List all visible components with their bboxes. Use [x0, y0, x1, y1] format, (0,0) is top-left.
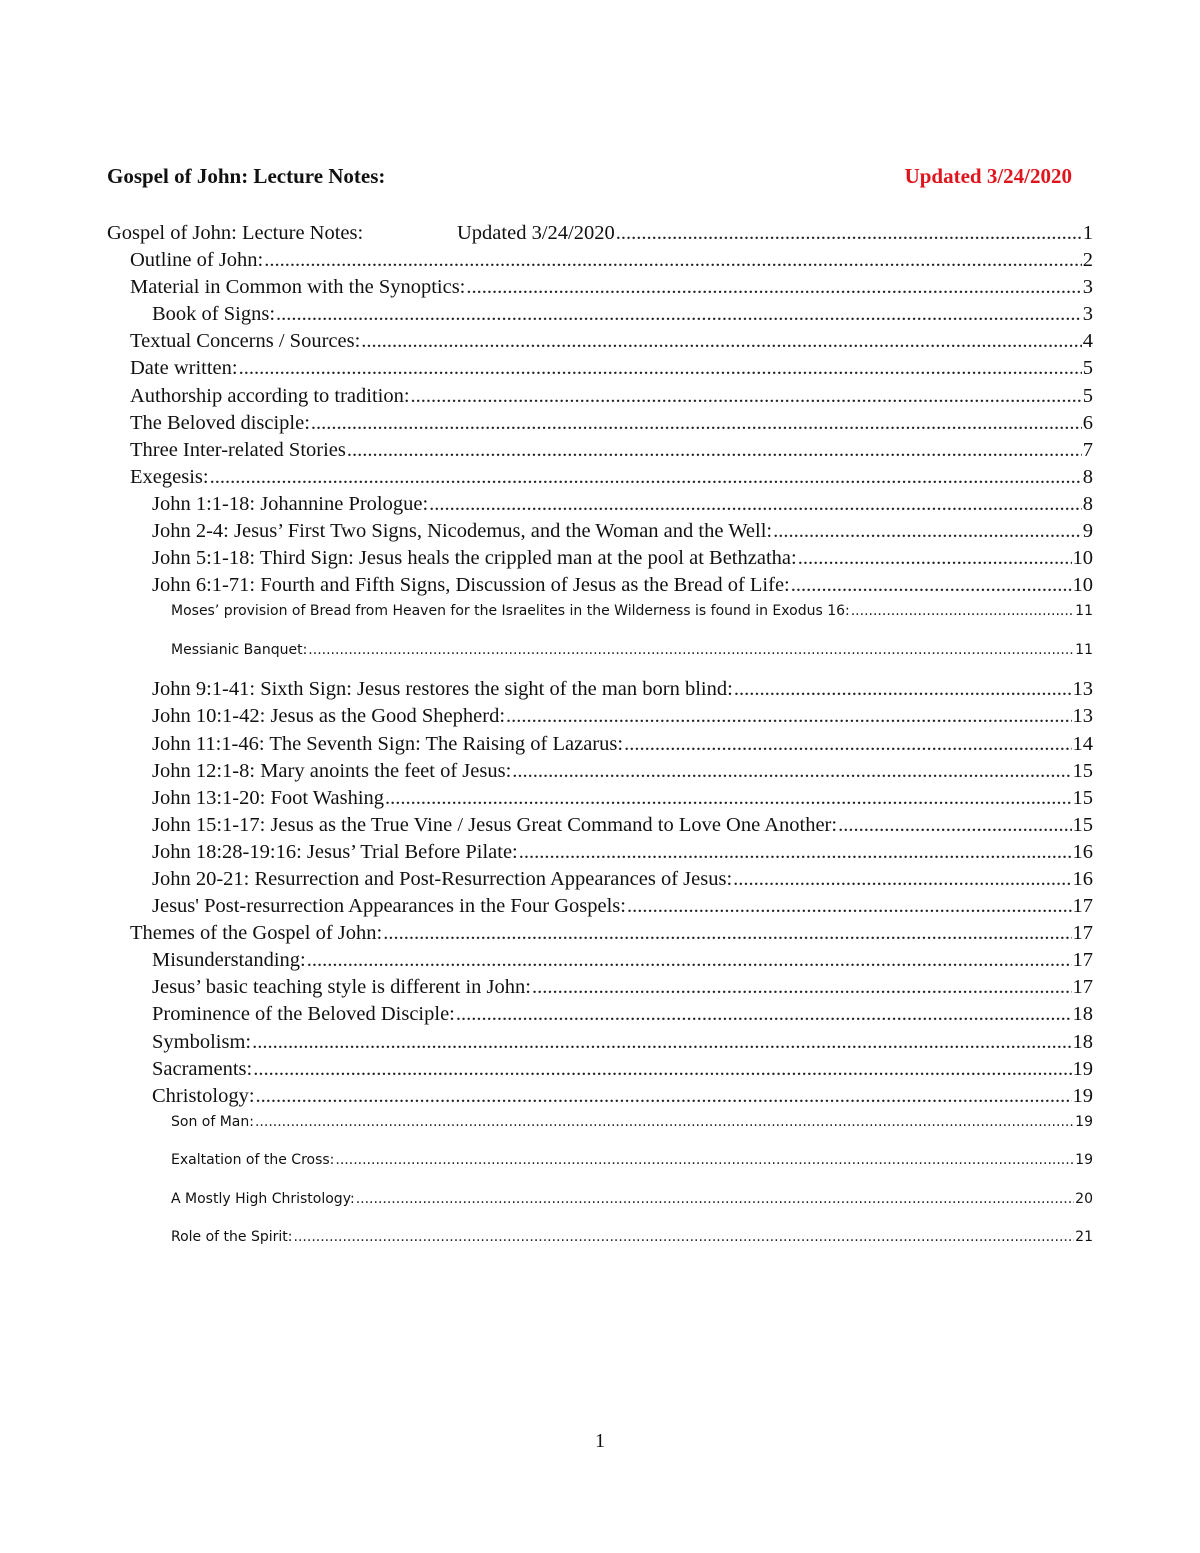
toc-page-number: 17: [1072, 949, 1093, 972]
toc-entry-label: A Mostly High Christology:: [171, 1190, 355, 1207]
toc-leader: [264, 247, 1082, 274]
toc-page-number: 5: [1082, 384, 1093, 407]
toc-entry-son-of-man[interactable]: [107, 1110, 1093, 1149]
toc-leader: [356, 1187, 1074, 1211]
toc-leader: [276, 301, 1082, 328]
toc-page-number: 1: [1082, 222, 1093, 244]
toc-entry-symbolism[interactable]: [107, 1029, 1093, 1056]
toc-page-number: 19: [1075, 1152, 1093, 1169]
toc-leader: [519, 839, 1072, 866]
toc-leader: [429, 491, 1082, 518]
toc-entry-label: John 1:1-18: Johannine Prologue:: [152, 492, 429, 515]
toc-entry-high-christology[interactable]: [107, 1187, 1093, 1226]
toc-entry-label: Date written:: [130, 357, 238, 380]
toc-page-number: 10: [1072, 574, 1093, 597]
toc-page-number: 18: [1072, 1003, 1093, 1026]
document-header: [107, 164, 1072, 198]
toc-entry-john-2-4[interactable]: [107, 518, 1093, 545]
toc-page-number: 3: [1082, 276, 1093, 299]
toc-entry-label: John 12:1-8: Mary anoints the feet of Jesus:: [152, 759, 512, 782]
table-of-contents: [107, 220, 1093, 1264]
toc-entry-book-of-signs[interactable]: [107, 301, 1093, 328]
toc-leader: [335, 1148, 1074, 1172]
toc-entry-misunderstanding[interactable]: [107, 947, 1093, 974]
toc-leader: [627, 893, 1072, 920]
toc-page-number: 3: [1082, 303, 1093, 326]
toc-entry-label: Jesus’ basic teaching style is different in John:: [152, 976, 531, 999]
toc-leader: [210, 464, 1082, 491]
toc-entry-label: Jesus' Post-resurrection Appearances in the Four Gospels:: [152, 895, 626, 918]
toc-leader: [506, 703, 1071, 730]
toc-entry-label: Themes of the Gospel of John:: [130, 922, 383, 945]
toc-leader: [851, 599, 1074, 623]
toc-page-number: 21: [1075, 1229, 1093, 1246]
toc-page-number: 14: [1072, 732, 1093, 755]
toc-entry-title[interactable]: [107, 220, 1093, 247]
toc-entry-label: Book of Signs:: [152, 303, 276, 326]
toc-entry-label: John 15:1-17: Jesus as the True Vine / Jesus Great Command to Love One Another:: [152, 813, 838, 836]
toc-entry-label: Three Inter-related Stories: [130, 438, 346, 461]
toc-leader: [361, 328, 1081, 355]
toc-leader: [532, 974, 1072, 1001]
toc-leader: [308, 638, 1074, 662]
toc-entry-role-of-spirit[interactable]: [107, 1225, 1093, 1264]
toc-entry-textual-concerns[interactable]: [107, 328, 1093, 355]
toc-entry-label: Moses’ provision of Bread from Heaven for the Israelites in the Wilderness is found in Exodus 16:: [171, 603, 850, 620]
toc-entry-beloved-disciple[interactable]: [107, 410, 1093, 437]
toc-leader: [456, 1001, 1072, 1028]
toc-page-number: 15: [1072, 786, 1093, 809]
toc-page-number: 19: [1072, 1057, 1093, 1080]
toc-entry-outline[interactable]: [107, 247, 1093, 274]
toc-entry-john-10[interactable]: [107, 703, 1093, 730]
toc-page-number: 19: [1075, 1113, 1093, 1130]
toc-page-number: 16: [1072, 867, 1093, 890]
toc-page-number: 11: [1075, 641, 1093, 658]
toc-page-number: 15: [1072, 813, 1093, 836]
toc-page-number: 7: [1082, 438, 1093, 461]
toc-page-number: 13: [1072, 678, 1093, 701]
toc-entry-label: Christology:: [152, 1084, 255, 1107]
toc-entry-label: Son of Man:: [171, 1113, 254, 1130]
toc-leader: [773, 518, 1082, 545]
toc-entry-exaltation[interactable]: [107, 1148, 1093, 1187]
toc-leader: [383, 920, 1071, 947]
toc-entry-label: Authorship according to tradition:: [130, 384, 410, 407]
toc-entry-label: Misunderstanding:: [152, 949, 306, 972]
toc-leader: [624, 731, 1071, 758]
toc-page-number: 10: [1072, 547, 1093, 570]
toc-entry-john-11[interactable]: [107, 731, 1093, 758]
toc-page-number: 6: [1082, 411, 1093, 434]
toc-entry-john-12[interactable]: [107, 758, 1093, 785]
toc-page-number: 8: [1082, 465, 1093, 488]
toc-entry-label: John 6:1-71: Fourth and Fifth Signs, Discussion of Jesus as the Bread of Life:: [152, 574, 790, 597]
toc-entry-prominence[interactable]: [107, 1001, 1093, 1028]
toc-entry-label: Prominence of the Beloved Disciple:: [152, 1003, 455, 1026]
toc-page-number: 5: [1082, 357, 1093, 380]
toc-entry-john-20-21[interactable]: [107, 866, 1093, 893]
toc-leader: [294, 1225, 1075, 1249]
toc-entry-teaching-style[interactable]: [107, 974, 1093, 1001]
toc-entry-themes[interactable]: [107, 920, 1093, 947]
toc-entry-label: Role of the Spirit:: [171, 1229, 293, 1246]
toc-entry-label: Sacraments:: [152, 1057, 253, 1080]
toc-entry-john-5[interactable]: [107, 545, 1093, 572]
toc-leader: [311, 410, 1082, 437]
toc-page-number: 17: [1072, 922, 1093, 945]
toc-entry-john-1[interactable]: [107, 491, 1093, 518]
toc-page-number: 9: [1082, 520, 1093, 543]
toc-entry-label: Outline of John:: [130, 249, 264, 272]
toc-entry-label: Gospel of John: Lecture Notes: Updated 3/24/2020: [107, 222, 615, 244]
toc-leader: [239, 355, 1082, 382]
toc-page-number: 18: [1072, 1030, 1093, 1053]
toc-leader: [791, 572, 1072, 599]
toc-entry-moses-bread[interactable]: [107, 599, 1093, 638]
toc-leader: [798, 545, 1072, 572]
toc-entry-john-18[interactable]: [107, 839, 1093, 866]
toc-entry-label: Exaltation of the Cross:: [171, 1152, 335, 1169]
toc-entry-label: Textual Concerns / Sources:: [130, 330, 361, 353]
toc-entry-label: Material in Common with the Synoptics:: [130, 276, 466, 299]
toc-entry-date-written[interactable]: [107, 355, 1093, 382]
toc-leader: [733, 866, 1071, 893]
toc-leader: [253, 1056, 1071, 1083]
toc-entry-label: John 2-4: Jesus’ First Two Signs, Nicodemus, and the Woman and the Well:: [152, 520, 773, 543]
toc-page-number: 2: [1082, 249, 1093, 272]
toc-page-number: 16: [1072, 840, 1093, 863]
toc-entry-sacraments[interactable]: [107, 1056, 1093, 1083]
toc-page-number: 20: [1075, 1190, 1093, 1207]
toc-leader: [411, 383, 1082, 410]
toc-page-number: 15: [1072, 759, 1093, 782]
toc-leader: [512, 758, 1071, 785]
toc-entry-label: The Beloved disciple:: [130, 411, 310, 434]
toc-leader: [347, 437, 1082, 464]
updated-date: Updated 3/24/2020: [904, 164, 1072, 188]
toc-entry-post-resurrection[interactable]: [107, 893, 1093, 920]
toc-entry-exegesis[interactable]: [107, 464, 1093, 491]
toc-page-number: 11: [1075, 603, 1093, 620]
toc-page-number: 4: [1082, 330, 1093, 353]
document-title: Gospel of John: Lecture Notes:: [107, 164, 386, 188]
toc-entry-label: Messianic Banquet:: [171, 641, 308, 658]
toc-leader: [307, 947, 1072, 974]
toc-leader: [385, 785, 1071, 812]
toc-leader: [838, 812, 1071, 839]
toc-entry-christology[interactable]: [107, 1083, 1093, 1110]
toc-page-number: 8: [1082, 492, 1093, 515]
toc-entry-john-9[interactable]: [107, 676, 1093, 703]
toc-entry-label: Symbolism:: [152, 1030, 252, 1053]
toc-entry-label: John 13:1-20: Foot Washing: [152, 786, 385, 809]
toc-entry-label: Exegesis:: [130, 465, 209, 488]
toc-entry-material-synoptics[interactable]: [107, 274, 1093, 301]
toc-entry-john-13[interactable]: [107, 785, 1093, 812]
toc-entry-messianic-banquet[interactable]: [107, 638, 1093, 677]
toc-leader: [252, 1029, 1071, 1056]
toc-page-number: 17: [1072, 976, 1093, 999]
toc-entry-label: John 11:1-46: The Seventh Sign: The Raising of Lazarus:: [152, 732, 624, 755]
page-number: 1: [595, 1430, 605, 1452]
toc-entry-john-6[interactable]: [107, 572, 1093, 599]
toc-leader: [616, 220, 1082, 247]
toc-leader: [466, 274, 1081, 301]
toc-leader: [256, 1083, 1072, 1110]
toc-entry-label: John 18:28-19:16: Jesus’ Trial Before Pilate:: [152, 840, 518, 863]
toc-leader: [255, 1110, 1074, 1134]
toc-entry-john-15[interactable]: [107, 812, 1093, 839]
toc-leader: [734, 676, 1072, 703]
toc-entry-label: John 20-21: Resurrection and Post-Resurrection Appearances of Jesus:: [152, 867, 733, 890]
toc-entry-label: John 10:1-42: Jesus as the Good Shepherd:: [152, 705, 506, 728]
toc-entry-authorship[interactable]: [107, 383, 1093, 410]
toc-entry-label: John 5:1-18: Third Sign: Jesus heals the crippled man at the pool at Bethzatha:: [152, 547, 797, 570]
toc-page-number: 19: [1072, 1084, 1093, 1107]
toc-page-number: 17: [1072, 895, 1093, 918]
toc-page-number: 13: [1072, 705, 1093, 728]
toc-entry-label: John 9:1-41: Sixth Sign: Jesus restores the sight of the man born blind:: [152, 678, 733, 701]
toc-entry-three-stories[interactable]: [107, 437, 1093, 464]
